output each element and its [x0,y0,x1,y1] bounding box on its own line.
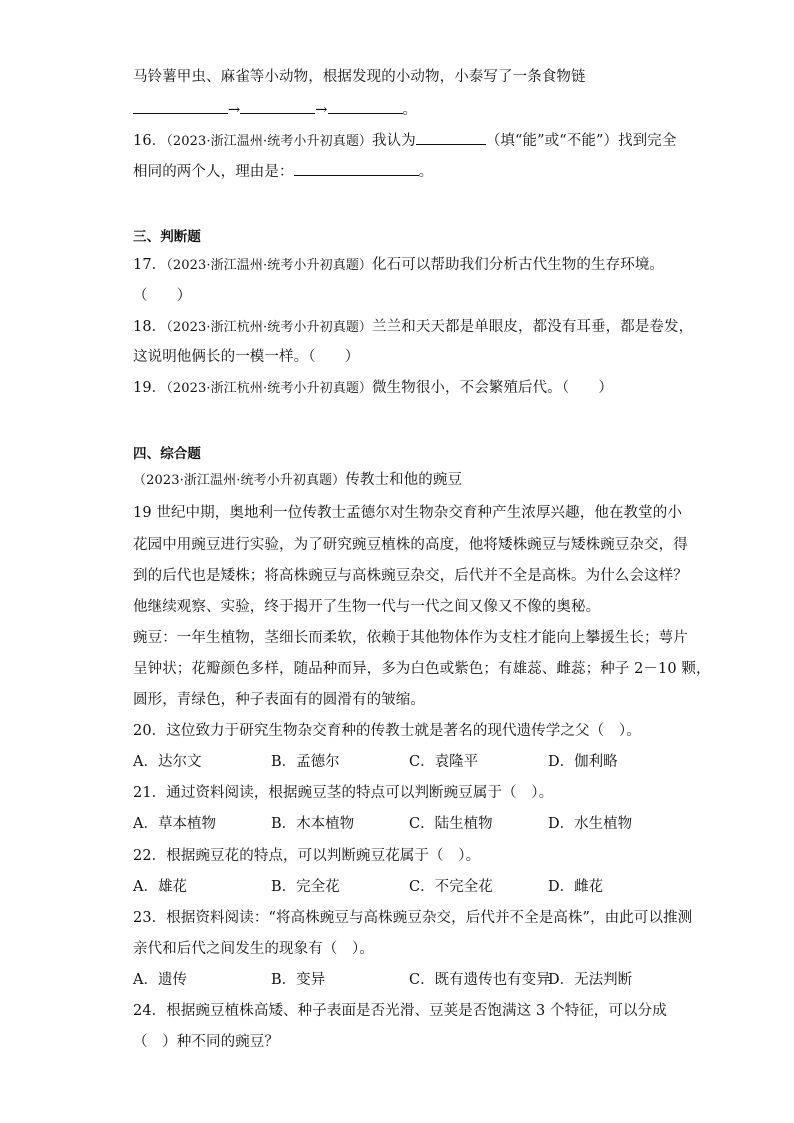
q18-line1: 18．（2023·浙江杭州·统考小升初真题）兰兰和天天都是单眼皮，都没有耳垂，都是卷发， [133,319,694,335]
passage-p1-line1: 19 世纪中期，奥地利一位传教士孟德尔对生物杂交育种产生浓厚兴趣，他在教堂的小 [133,505,682,521]
q17-line1: 17．（2023·浙江温州·统考小升初真题）化石可以帮助我们分析古代生物的生存环境。 [133,257,665,273]
q22-option-a[interactable]: A．雄花 [133,879,187,895]
passage-p2-line3: 圆形，青绿色，种子表面有的圆滑有的皱缩。 [133,692,425,708]
q24-stem: 24．根据豌豆植株高矮、种子表面是否光滑、豆荚是否饱满这 3 个特征，可以分成 [133,1003,667,1019]
passage-p1-line4: 他继续观察、实验，终于揭开了生物一代与一代之间又像又不像的奥秘。 [133,599,601,615]
passage-title: 传教士和他的豌豆 [345,472,463,488]
q21-option-c[interactable]: C．陆生植物 [409,816,493,832]
blank-3[interactable] [328,99,403,114]
q20-stem: 20．这位致力于研究生物杂交育种的传教士就是著名的现代遗传学之父（ ）。 [133,723,641,739]
q19-source: （2023·浙江杭州·统考小升初真题） [166,381,373,396]
arrow-1: → [228,102,241,118]
q23-option-d[interactable]: D．无法判断 [548,972,633,988]
blank-2[interactable] [240,99,315,114]
q23-stem: 23．根据资料阅读：“将高株豌豆与高株豌豆杂交，后代并不全是高株”，由此可以推测 [133,910,693,926]
passage-header [133,470,462,491]
q20-option-b[interactable]: B．孟德尔 [271,754,340,770]
q17-answer-paren[interactable]: （ ） [133,288,192,304]
q22-option-c[interactable]: C．不完全花 [409,879,493,895]
q15-food-chain: → → 。 [133,99,417,120]
passage-p1-line2: 花园中用豌豆进行实验，为了研究豌豆植株的高度，他将矮株豌豆与矮株豌豆杂交，得 [133,537,688,553]
q16-blank-2[interactable] [294,161,419,176]
q20-option-d[interactable]: D．伽利略 [548,754,618,770]
q21-option-b[interactable]: B．木本植物 [271,816,355,832]
section-3-title: 三、判断题 [133,229,201,245]
section-4-title: 四、综合题 [133,446,201,462]
q24-line2: （ ）种不同的豌豆？ [133,1034,279,1050]
passage-p2-line1: 豌豆：一年生植物，茎细长而柔软，依赖于其他物体作为支柱才能向上攀援生长；萼片 [133,630,688,646]
q15-line1: 马铃薯甲虫、麻雀等小动物，根据发现的小动物，小泰写了一条食物链 [133,69,586,85]
q22-option-d[interactable]: D．雌花 [548,879,604,895]
q21-option-d[interactable]: D．水生植物 [548,816,633,832]
q22-stem: 22．根据豌豆花的特点，可以判断豌豆花属于（ ）。 [133,848,481,864]
passage-source: （2023·浙江温州·统考小升初真题） [133,473,346,488]
q20-option-a[interactable]: A．达尔文 [133,754,202,770]
q22-option-b[interactable]: B．完全花 [271,879,340,895]
q16-line2: 相同的两个人，理由是： 。 [133,161,433,182]
q20-option-c[interactable]: C．袁隆平 [409,754,479,770]
q23-option-b[interactable]: B．变异 [271,972,326,988]
arrow-2: → [315,102,328,118]
q21-option-a[interactable]: A．草本植物 [133,816,216,832]
q18-line2: 这说明他俩长的一模一样。（ ） [133,349,360,365]
q19-line1: 19．（2023·浙江杭州·统考小升初真题）微生物很小，不会繁殖后代。（ ） [133,380,613,396]
q16-line1: 16．（2023·浙江温州·统考小升初真题）我认为 （填“能”或“不能”）找到完全 [133,130,676,152]
passage-p1-line3: 到的后代也是矮株；将高株豌豆与高株豌豆杂交，后代并不全是高株。为什么会这样？ [133,568,688,584]
q23-line2: 亲代和后代之间发生的现象有（ ）。 [133,941,374,957]
q16-blank-1[interactable] [416,130,486,145]
blank-1[interactable] [133,99,228,114]
q23-option-a[interactable]: A．遗传 [133,972,187,988]
q18-source: （2023·浙江杭州·统考小升初真题） [166,320,373,335]
passage-p2-line2: 呈钟状；花瓣颜色多样，随品种而异，多为白色或紫色；有雄蕊、雌蕊；种子 2－10 颗， [133,661,711,677]
q23-option-c[interactable]: C．既有遗传也有变异 [409,972,551,988]
q16-source: （2023·浙江温州·统考小升初真题） [166,134,373,149]
q21-stem: 21．通过资料阅读，根据豌豆茎的特点可以判断豌豆属于（ ）。 [133,785,554,801]
q17-source: （2023·浙江温州·统考小升初真题） [166,258,373,273]
